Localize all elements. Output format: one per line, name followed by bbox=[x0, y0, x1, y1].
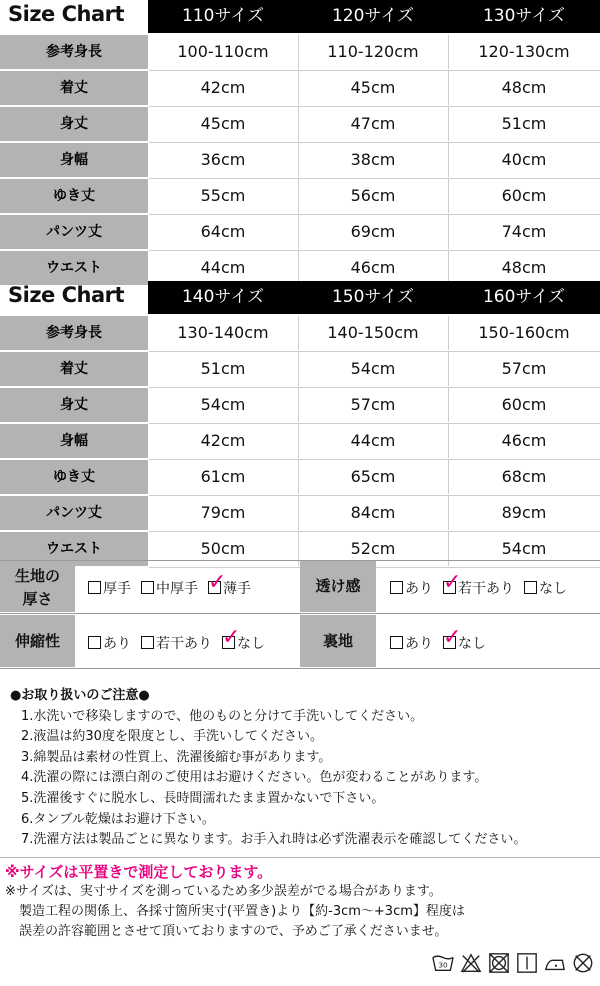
table-row bbox=[0, 143, 600, 179]
size-note-line: ※サイズは、実寸サイズを測っているため多少誤差がでる場合があります。 bbox=[5, 884, 442, 899]
checkbox[interactable] bbox=[141, 581, 154, 594]
check-mark-icon: ✓ bbox=[443, 570, 462, 595]
column-divider bbox=[448, 352, 449, 386]
table-cell: 120-130cm bbox=[478, 42, 570, 61]
table-cell: 110-120cm bbox=[327, 42, 419, 61]
column-divider bbox=[298, 35, 299, 69]
table-cell: 61cm bbox=[200, 467, 246, 486]
size-note-line: 製造工程の関係上、各採寸箇所実寸(平置き)より【約-3cm〜+3cm】程度は bbox=[19, 904, 465, 919]
column-divider bbox=[448, 215, 449, 249]
option-label: なし bbox=[237, 636, 265, 652]
check-mark-icon: ✓ bbox=[208, 570, 227, 595]
checkbox[interactable] bbox=[524, 581, 537, 594]
table-cell: 40cm bbox=[501, 150, 547, 169]
table-cell: 46cm bbox=[350, 258, 396, 277]
size-header: 120サイズ bbox=[298, 0, 448, 33]
size-header: 110サイズ bbox=[148, 0, 298, 33]
column-divider bbox=[298, 316, 299, 350]
size-header: 130サイズ bbox=[448, 0, 600, 33]
table-cell: 42cm bbox=[200, 431, 246, 450]
flat-measure-note: ※サイズは平置きで測定しております。 bbox=[5, 863, 273, 881]
care-item: 7.洗濯方法は製品ごとに異なります。お手入れ時は必ず洗濯表示を確認してください。 bbox=[21, 832, 527, 848]
column-divider bbox=[448, 388, 449, 422]
table-cell: 79cm bbox=[200, 503, 246, 522]
thickness-option[interactable] bbox=[208, 570, 251, 598]
option-label: 薄手 bbox=[223, 581, 251, 597]
stretch-label: 伸縮性 bbox=[0, 615, 75, 667]
column-divider bbox=[448, 179, 449, 213]
table-cell: 100-110cm bbox=[177, 42, 269, 61]
chart-title: Size Chart bbox=[8, 283, 125, 307]
stretch-option[interactable] bbox=[88, 633, 131, 653]
table-row bbox=[0, 179, 600, 215]
table-row bbox=[0, 107, 600, 143]
table-cell: 89cm bbox=[501, 503, 547, 522]
care-instructions bbox=[10, 686, 526, 851]
option-label: あり bbox=[405, 581, 433, 597]
care-item: 5.洗濯後すぐに脱水し、長時間濡れたまま置かないで下さい。 bbox=[21, 790, 385, 806]
row-label: ウエスト bbox=[0, 251, 148, 285]
row-label: 着丈 bbox=[0, 352, 148, 386]
size-chart-rows bbox=[0, 316, 600, 568]
table-cell: 48cm bbox=[501, 258, 547, 277]
table-row bbox=[0, 352, 600, 388]
column-divider bbox=[448, 143, 449, 177]
thickness-label bbox=[0, 561, 75, 612]
table-cell: 51cm bbox=[200, 359, 246, 378]
table-cell: 42cm bbox=[200, 78, 246, 97]
column-divider bbox=[298, 424, 299, 458]
iron-low-icon bbox=[544, 952, 566, 974]
row-label: ウエスト bbox=[0, 532, 148, 566]
chart-title: Size Chart bbox=[8, 2, 125, 26]
table-cell: 60cm bbox=[501, 395, 547, 414]
table-cell: 57cm bbox=[501, 359, 547, 378]
thickness-options bbox=[88, 570, 261, 598]
check-mark-icon: ✓ bbox=[222, 625, 241, 650]
table-row bbox=[0, 460, 600, 496]
table-cell: 46cm bbox=[501, 431, 547, 450]
checkbox[interactable] bbox=[141, 636, 154, 649]
column-divider bbox=[298, 251, 299, 285]
column-divider bbox=[298, 352, 299, 386]
option-label: なし bbox=[458, 636, 486, 652]
table-row bbox=[0, 35, 600, 71]
hand-wash-30-icon bbox=[432, 952, 454, 974]
table-cell: 45cm bbox=[350, 78, 396, 97]
table-cell: 48cm bbox=[501, 78, 547, 97]
checkbox[interactable] bbox=[208, 570, 227, 595]
option-label: あり bbox=[103, 636, 131, 652]
column-divider bbox=[298, 71, 299, 105]
thickness-label-line2: 厚さ bbox=[22, 590, 53, 608]
table-cell: 65cm bbox=[350, 467, 396, 486]
size-chart-2 bbox=[0, 281, 600, 568]
column-divider bbox=[448, 496, 449, 530]
table-cell: 56cm bbox=[350, 186, 396, 205]
row-label: 参考身長 bbox=[0, 316, 148, 350]
size-chart-header bbox=[0, 0, 600, 33]
stretch-option[interactable] bbox=[141, 633, 212, 653]
sheer-label: 透け感 bbox=[300, 561, 376, 612]
table-cell: 68cm bbox=[501, 467, 547, 486]
table-cell: 47cm bbox=[350, 114, 396, 133]
size-chart-1 bbox=[0, 0, 600, 287]
column-divider bbox=[298, 496, 299, 530]
sheer-option[interactable] bbox=[443, 570, 514, 598]
table-cell: 84cm bbox=[350, 503, 396, 522]
option-label: 若干あり bbox=[156, 636, 212, 652]
care-item: 6.タンブル乾燥はお避け下さい。 bbox=[21, 811, 215, 827]
column-divider bbox=[298, 179, 299, 213]
column-divider bbox=[298, 143, 299, 177]
table-cell: 38cm bbox=[350, 150, 396, 169]
size-chart-rows bbox=[0, 35, 600, 287]
table-row bbox=[0, 71, 600, 107]
column-divider bbox=[448, 316, 449, 350]
option-label: 若干あり bbox=[458, 581, 514, 597]
table-cell: 36cm bbox=[200, 150, 246, 169]
lining-option[interactable] bbox=[390, 633, 433, 653]
table-row bbox=[0, 496, 600, 532]
column-divider bbox=[448, 35, 449, 69]
table-cell: 54cm bbox=[501, 539, 547, 558]
thickness-label-line1: 生地の bbox=[14, 567, 60, 585]
row-label: 着丈 bbox=[0, 71, 148, 105]
no-tumble-dry-icon bbox=[488, 952, 510, 974]
row-label: 身丈 bbox=[0, 107, 148, 141]
table-row bbox=[0, 215, 600, 251]
table-cell: 64cm bbox=[200, 222, 246, 241]
row-label: 身幅 bbox=[0, 424, 148, 458]
wash-care-icons bbox=[432, 952, 594, 974]
size-note-line: 誤差の許容範囲とさせて頂いておりますので、予めご了承くださいませ。 bbox=[19, 924, 448, 939]
checkbox[interactable] bbox=[88, 581, 101, 594]
thickness-option[interactable] bbox=[141, 578, 198, 598]
table-cell: 44cm bbox=[350, 431, 396, 450]
column-divider bbox=[298, 107, 299, 141]
table-cell: 74cm bbox=[501, 222, 547, 241]
option-label: なし bbox=[539, 581, 567, 597]
row-label: パンツ丈 bbox=[0, 496, 148, 530]
table-cell: 150-160cm bbox=[478, 323, 570, 342]
table-cell: 60cm bbox=[501, 186, 547, 205]
table-cell: 45cm bbox=[200, 114, 246, 133]
column-divider bbox=[448, 460, 449, 494]
sheer-options bbox=[390, 570, 577, 598]
size-header: 160サイズ bbox=[448, 281, 600, 314]
row-label: 身丈 bbox=[0, 388, 148, 422]
care-item: 3.綿製品は素材の性質上、洗濯後縮む事があります。 bbox=[21, 749, 332, 765]
row-label: パンツ丈 bbox=[0, 215, 148, 249]
option-label: 厚手 bbox=[103, 581, 131, 597]
table-cell: 69cm bbox=[350, 222, 396, 241]
row-label: ゆき丈 bbox=[0, 179, 148, 213]
sheer-option[interactable] bbox=[390, 578, 433, 598]
checkbox[interactable] bbox=[88, 636, 101, 649]
care-item: 1.水洗いで移染しますので、他のものと分けて手洗いしてください。 bbox=[21, 708, 424, 724]
table-cell: 54cm bbox=[200, 395, 246, 414]
wash-temp-label: 30 bbox=[438, 960, 448, 970]
column-divider bbox=[448, 424, 449, 458]
table-cell: 52cm bbox=[350, 539, 396, 558]
table-cell: 54cm bbox=[350, 359, 396, 378]
no-dry-clean-icon bbox=[572, 952, 594, 974]
table-cell: 55cm bbox=[200, 186, 246, 205]
table-cell: 50cm bbox=[200, 539, 246, 558]
checkbox[interactable] bbox=[443, 625, 462, 650]
care-item: 4.洗濯の際には漂白剤のご使用はお避けください。色が変わることがあります。 bbox=[21, 770, 488, 786]
size-header: 150サイズ bbox=[298, 281, 448, 314]
table-cell: 57cm bbox=[350, 395, 396, 414]
row-label: 参考身長 bbox=[0, 35, 148, 69]
care-item: 2.液温は約30度を限度とし、手洗いしてください。 bbox=[21, 729, 323, 745]
row-label: ゆき丈 bbox=[0, 460, 148, 494]
checkbox[interactable] bbox=[443, 570, 462, 595]
column-divider bbox=[298, 388, 299, 422]
size-header: 140サイズ bbox=[148, 281, 298, 314]
lining-options bbox=[390, 625, 496, 653]
fabric-spec-table bbox=[0, 560, 600, 669]
checkbox[interactable] bbox=[390, 636, 403, 649]
no-bleach-icon bbox=[460, 952, 482, 974]
size-notes bbox=[5, 862, 465, 942]
line-dry-icon bbox=[516, 952, 538, 974]
table-cell: 51cm bbox=[501, 114, 547, 133]
table-row bbox=[0, 388, 600, 424]
table-row bbox=[0, 316, 600, 352]
table-cell: 44cm bbox=[200, 258, 246, 277]
sheer-option[interactable] bbox=[524, 578, 567, 598]
thickness-option[interactable] bbox=[88, 578, 131, 598]
care-heading: ●お取り扱いのご注意● bbox=[10, 688, 150, 703]
table-cell: 140-150cm bbox=[327, 323, 419, 342]
column-divider bbox=[448, 107, 449, 141]
column-divider bbox=[448, 251, 449, 285]
stretch-option[interactable] bbox=[222, 625, 265, 653]
option-label: あり bbox=[405, 636, 433, 652]
lining-option[interactable] bbox=[443, 625, 486, 653]
lining-label: 裏地 bbox=[300, 615, 376, 667]
column-divider bbox=[298, 215, 299, 249]
checkbox[interactable] bbox=[390, 581, 403, 594]
stretch-options bbox=[88, 625, 275, 653]
row-label: 身幅 bbox=[0, 143, 148, 177]
table-cell: 130-140cm bbox=[177, 323, 269, 342]
column-divider bbox=[448, 71, 449, 105]
table-row bbox=[0, 424, 600, 460]
size-chart-header bbox=[0, 281, 600, 314]
checkbox[interactable] bbox=[222, 625, 241, 650]
option-label: 中厚手 bbox=[156, 581, 198, 597]
column-divider bbox=[298, 460, 299, 494]
check-mark-icon: ✓ bbox=[443, 625, 462, 650]
